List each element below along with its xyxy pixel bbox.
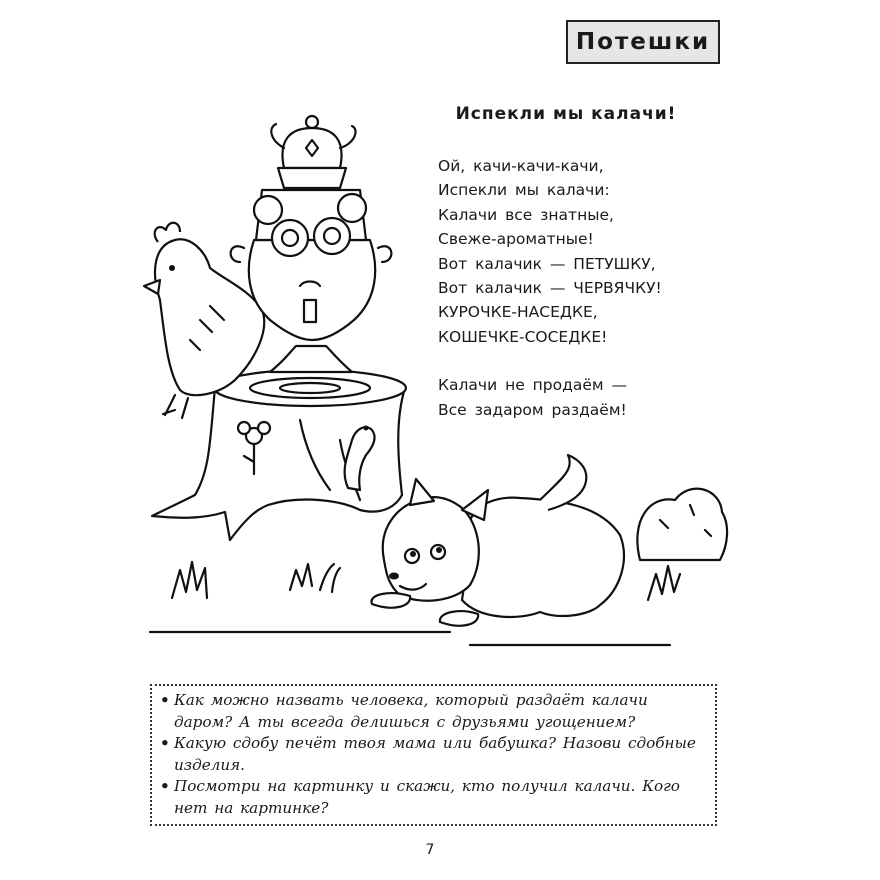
poem-line: КОШЕЧКЕ-СОСЕДКЕ! <box>438 327 608 346</box>
bullet-icon: • <box>160 734 170 752</box>
poem-line: Вот калачик — ЧЕРВЯЧКУ! <box>438 279 662 298</box>
question-text: Посмотри на картинку и скажи, кто получил калачи. Кого нет на картинке? <box>174 777 680 817</box>
teapot-icon <box>271 116 355 188</box>
poem-line: КУРОЧКЕ-НАСЕДКЕ, <box>438 303 598 322</box>
kitten-icon <box>372 455 624 626</box>
poem-line: Калачи не продаём — <box>438 376 627 395</box>
poem-line: Испекли мы калачи: <box>438 181 610 200</box>
questions-box <box>150 684 717 826</box>
bullet-icon: • <box>160 777 170 795</box>
question-item <box>160 776 705 819</box>
poem-line: Вот калачик — ПЕТУШКУ, <box>438 254 656 273</box>
poem-line: Свеже-ароматные! <box>438 230 594 249</box>
question-text: Какую сдобу печёт твоя мама или бабушка? Назови сдобные изделия. <box>174 734 696 774</box>
bush-icon <box>637 489 727 560</box>
poem-line: Все задаром раздаём! <box>438 400 627 419</box>
page-number: 7 <box>425 842 435 858</box>
question-item <box>160 733 705 776</box>
poem-line: Ой, качи-качи-качи, <box>438 157 604 175</box>
section-title: Потешки <box>566 20 720 64</box>
illustration <box>140 100 730 660</box>
poem-title: Испекли мы калачи! <box>455 104 677 124</box>
poem-line: Калачи все знатные, <box>438 205 614 224</box>
question-item <box>160 690 705 733</box>
question-text: Как можно назвать человека, который раздаёт калачи даром? А ты всегда делишься с друзьями угощением? <box>174 691 648 731</box>
bullet-icon: • <box>160 691 170 709</box>
